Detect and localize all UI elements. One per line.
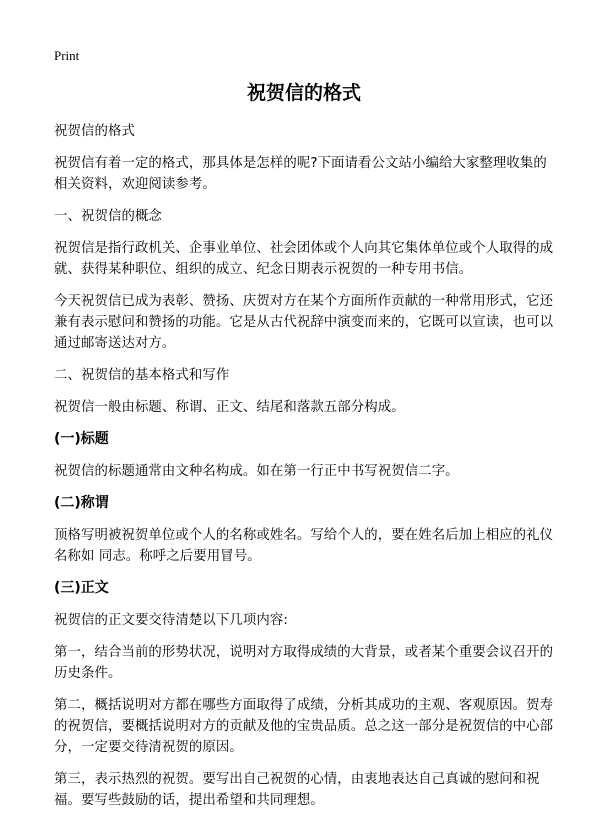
paragraph: 第三，表示热烈的祝贺。要写出自己祝贺的心情，由衷地表达自己真诚的慰问和祝福。要写些鼓励的话，提出希望和共同理想。 (54, 772, 540, 808)
paragraph: 二、祝贺信的基本格式和写作 (54, 368, 230, 383)
paragraph: 祝贺信的标题通常由文种名构成。如在第一行正中书写祝贺信二字。 (54, 464, 459, 479)
section-heading: (三)正文 (54, 580, 109, 596)
paragraph: 祝贺信的正文要交待清楚以下几项内容: (54, 613, 288, 628)
paragraph: 顶格写明被祝贺单位或个人的名称或姓名。写给个人的，要在姓名后加上相应的礼仪名称如 同志。称呼之后要用冒号。 (54, 528, 554, 564)
paragraph: 祝贺信的格式 (54, 124, 135, 139)
paragraph: 祝贺信有着一定的格式，那具体是怎样的呢?下面请看公文站小编给大家整理收集的相关资料，欢迎阅读参考。 (54, 156, 547, 192)
paragraph: 祝贺信是指行政机关、企事业单位、社会团体或个人向其它集体单位或个人取得的成就、获得某种职位、组织的成立、纪念日期表示祝贺的一种专用书信。 (54, 241, 554, 277)
paragraph: 祝贺信一般由标题、称谓、正文、结尾和落款五部分构成。 (54, 400, 405, 415)
print-link[interactable]: Print (54, 48, 80, 63)
page-title: 祝贺信的格式 (246, 82, 361, 104)
section-heading: (二)称谓 (54, 495, 109, 511)
paragraph: 第二，概括说明对方都在哪些方面取得了成绩，分析其成功的主观、客观原因。贺寿的祝贺信，要概括说明对方的贡献及他的宝贵品质。总之这一部分是祝贺信的中心部分，一定要交待清祝贺的原因。 (54, 698, 554, 755)
paragraph: 今天祝贺信已成为表彰、赞扬、庆贺对方在某个方面所作贡献的一种常用形式，它还兼有表示慰问和赞扬的功能。它是从古代祝辞中演变而来的，它既可以宣读，也可以通过邮寄送达对方。 (54, 294, 554, 351)
article-body (54, 121, 554, 822)
paragraph: 一、祝贺信的概念 (54, 209, 162, 224)
section-heading: (一)标题 (54, 431, 109, 447)
paragraph: 第一，结合当前的形势状况，说明对方取得成绩的大背景，或者某个重要会议召开的历史条件。 (54, 645, 554, 681)
